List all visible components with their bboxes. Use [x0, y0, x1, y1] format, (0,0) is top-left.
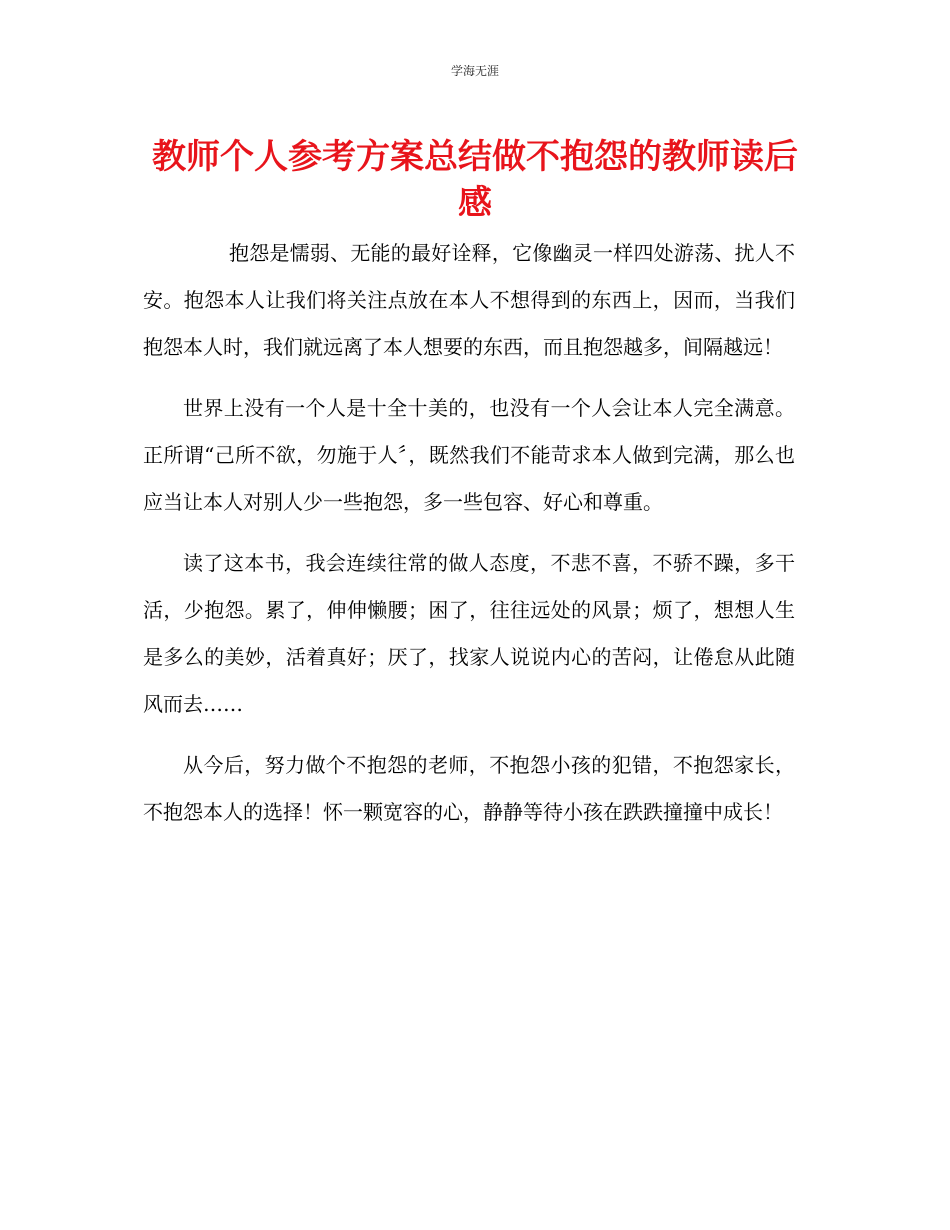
page-header: 学海无涯	[450, 64, 499, 78]
paragraph-1: 抱怨是懦弱、无能的最好诠释，它像幽灵一样四处游荡、扰人不安。抱怨本人让我们将关注点放在本人不想得到的东西上，因而，当我们抱怨本人时，我们就远离了本人想要的东西，而且抱怨越多，间隔越远！	[143, 241, 795, 359]
document-title: 教师个人参考方案总结做不抱怨的教师读后感	[152, 137, 798, 223]
paragraph-3: 读了这本书，我会连续往常的做人态度，不悲不喜，不骄不躁，多干活，少抱怨。累了，伸伸懒腰；困了，往往远处的风景；烦了，想想人生是多么的美妙，活着真好；厌了，找家人说说内心的苦闷，让倦怠从此随风而去……	[143, 551, 795, 716]
paragraph-4: 从今后，努力做个不抱怨的老师，不抱怨小孩的犯错，不抱怨家长，不抱怨本人的选择！怀一颗宽容的心，静静等待小孩在跌跌撞撞中成长！	[143, 753, 795, 824]
document-body	[143, 230, 795, 850]
paragraph-2: 世界上没有一个人是十全十美的，也没有一个人会让本人完全满意。正所谓“己所不欲，勿施于人〞，既然我们不能苛求本人做到完满，那么也应当让本人对别人少一些抱怨，多一些包容、好心和尊重。	[143, 396, 795, 514]
